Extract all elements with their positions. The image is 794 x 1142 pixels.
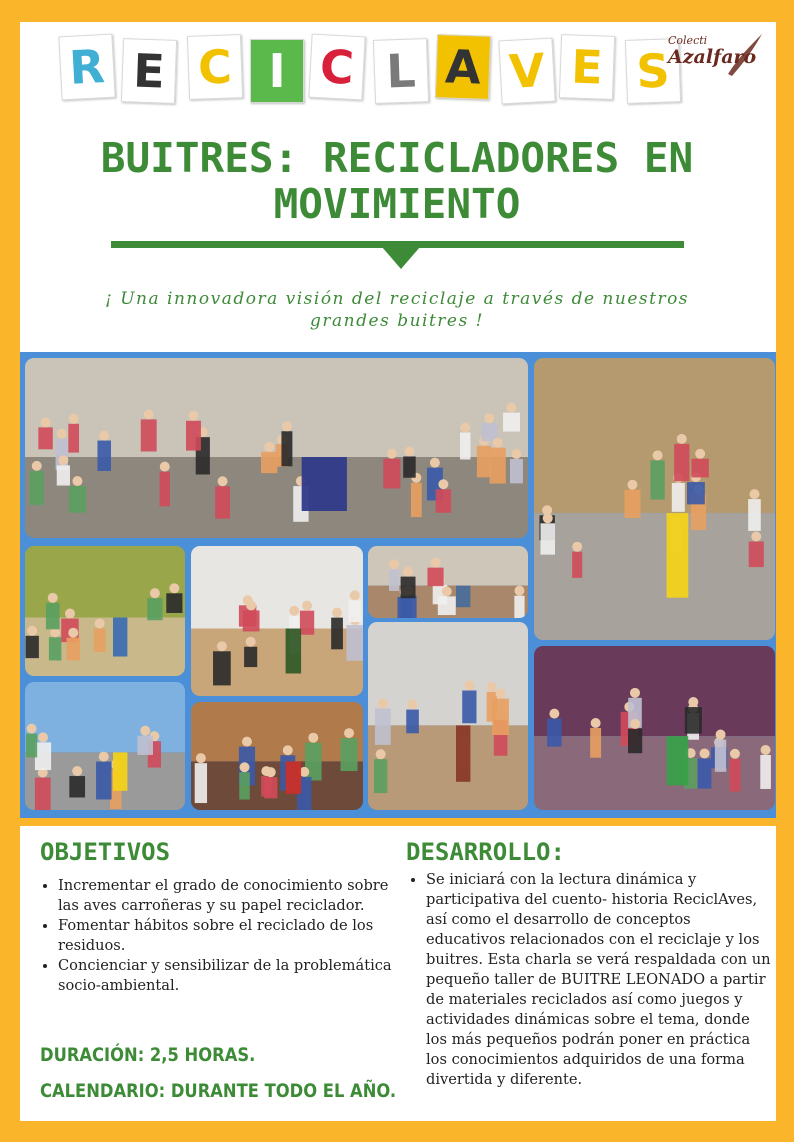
brand-line2: Azalfaro bbox=[668, 46, 757, 68]
photo-image bbox=[25, 358, 528, 538]
wordmark-letter: C bbox=[187, 34, 243, 100]
photo-image bbox=[534, 358, 775, 640]
content-panel bbox=[20, 826, 776, 1121]
photo-image bbox=[191, 546, 363, 696]
wordmark-letter: A bbox=[435, 34, 491, 100]
group-photo-steps bbox=[25, 358, 528, 538]
objetivos-list bbox=[38, 876, 396, 996]
reciclaves-wordmark bbox=[60, 33, 680, 113]
brand-line1: Colecti bbox=[668, 34, 708, 47]
craft-table-photo bbox=[25, 546, 185, 676]
photo-image bbox=[534, 646, 775, 810]
duracion-label: DURACIÓN: 2,5 HORAS. bbox=[40, 1044, 256, 1066]
divider-arrow-icon bbox=[382, 247, 420, 269]
photo-collage bbox=[20, 352, 776, 818]
wordmark-letter: V bbox=[498, 38, 555, 105]
wordmark-letter: C bbox=[308, 34, 365, 101]
projection-photo bbox=[368, 546, 528, 618]
masks-group-photo bbox=[534, 646, 775, 810]
photo-image bbox=[191, 702, 363, 810]
page-title: BUITRES: RECICLADORES EN MOVIMIENTO bbox=[100, 134, 694, 228]
list-item: • Incrementar el grado de conocimiento sobre las aves carroñeras y su papel reciclador. bbox=[58, 876, 396, 916]
list-item: • Concienciar y sensibilizar de la problemática socio-ambiental. bbox=[58, 956, 396, 996]
desarrollo-title: DESARROLLO: bbox=[406, 838, 565, 866]
calendario-label: CALENDARIO: DURANTE TODO EL AÑO. bbox=[40, 1080, 397, 1102]
classroom-photo bbox=[191, 546, 363, 696]
wordmark-letter: E bbox=[121, 38, 177, 104]
photo-image bbox=[368, 546, 528, 618]
photo-image bbox=[368, 622, 528, 810]
group-photo-banner bbox=[534, 358, 775, 640]
wordmark-letter: E bbox=[559, 34, 615, 100]
list-item: • Se iniciará con la lectura dinámica y participativa del cuento- historia ReciclAves, así como el desarrollo de conceptos educativos relacionados con el reciclaje y los buitres. Esta charla se verá respaldada con un pequeño taller de BUITRE LEONADO a partir de materiales reciclados así como juegos y actividades dinámicas sobre el tema, donde los más pequeños podrán poner en práctica los conocimientos adquiridos de una forma divertida y diferente. bbox=[426, 870, 772, 1090]
wordmark-letter: L bbox=[373, 38, 429, 104]
hall-audience-photo bbox=[191, 702, 363, 810]
photo-image bbox=[25, 682, 185, 810]
list-item: • Fomentar hábitos sobre el reciclado de los residuos. bbox=[58, 916, 396, 956]
outdoor-bins-photo bbox=[25, 682, 185, 810]
objetivos-title: OBJETIVOS bbox=[40, 838, 171, 866]
wordmark-letter: I bbox=[250, 39, 304, 103]
tagline: ¡ Una innovadora visión del reciclaje a través de nuestros grandes buitres ! bbox=[104, 289, 690, 331]
brand-logo bbox=[668, 30, 764, 82]
wordmark-letter: R bbox=[58, 34, 115, 101]
wordmark-letter: S bbox=[625, 38, 681, 104]
workshop-photo bbox=[368, 622, 528, 810]
desarrollo-list bbox=[406, 870, 772, 1090]
photo-image bbox=[25, 546, 185, 676]
